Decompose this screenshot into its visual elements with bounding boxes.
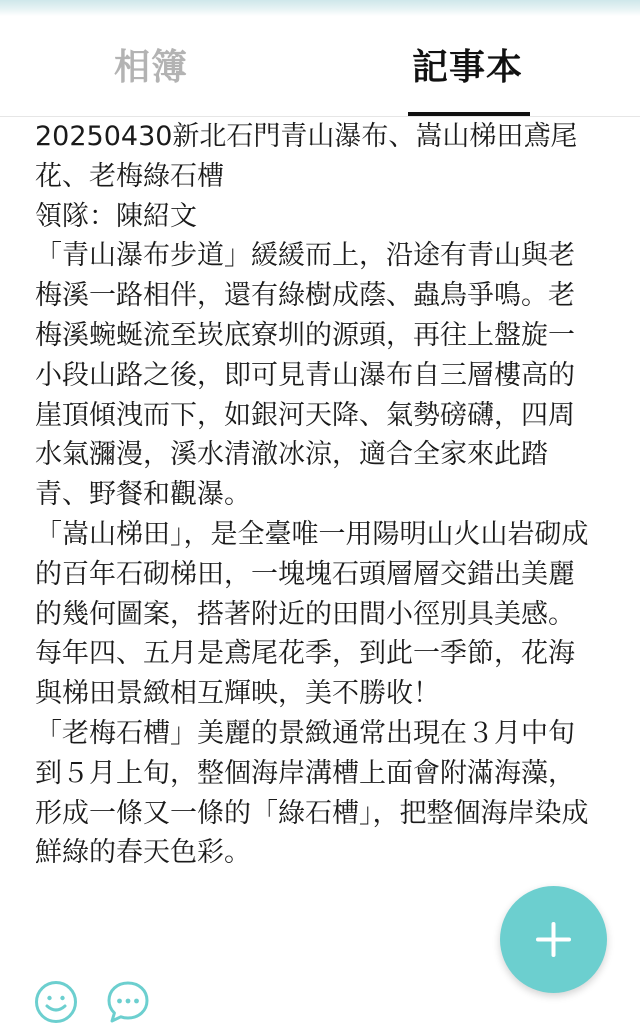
note-paragraph-terraces: 「嵩山梯田」，是全臺唯一用陽明山火山岩砌成的百年石砌梯田，一塊塊石頭層層交錯出美麗的幾何圖案，搭著附近的田間小徑別具美感。每年四、五月是鳶尾花季，到此一季節，花海與梯田景緻相互輝映，美不勝收！	[35, 518, 589, 710]
emoji-button[interactable]	[34, 980, 78, 1024]
note-paragraph-waterfall: 「青山瀑布步道」緩緩而上，沿途有青山與老梅溪一路相伴，還有綠樹成蔭、蟲鳥爭鳴。老梅溪蜿蜒流至崁底寮圳的源頭，再往上盤旋一小段山路之後，即可見青山瀑布自三層樓高的崖頂傾洩而下，如銀河天降、氣勢磅礴，四周水氣瀰漫，溪水清澈冰涼，適合全家來此踏青、野餐和觀瀑。	[35, 240, 575, 511]
note-paragraph-stone-trough: 「老梅石槽」美麗的景緻通常出現在３月中旬到５月上旬，整個海岸溝槽上面會附滿海藻，形成一條又一條的「綠石槽」，把整個海岸染成鮮綠的春天色彩。	[35, 717, 589, 869]
comment-button[interactable]	[106, 980, 150, 1024]
smile-icon	[34, 980, 78, 1024]
plus-icon	[500, 886, 607, 993]
header-background	[0, 0, 640, 16]
note-leader-line: 領隊：陳紹文	[35, 200, 197, 232]
tab-album[interactable]: 相簿	[114, 47, 189, 88]
chat-bubble-icon	[106, 980, 150, 1024]
tab-notes[interactable]: 記事本	[412, 47, 524, 88]
add-note-button[interactable]	[500, 886, 607, 993]
active-tab-indicator	[408, 112, 530, 116]
note-title-line: 20250430新北石門青山瀑布、嵩山梯田鳶尾花、老梅綠石槽	[35, 121, 578, 192]
tab-bar	[0, 16, 640, 117]
note-content	[35, 117, 595, 873]
